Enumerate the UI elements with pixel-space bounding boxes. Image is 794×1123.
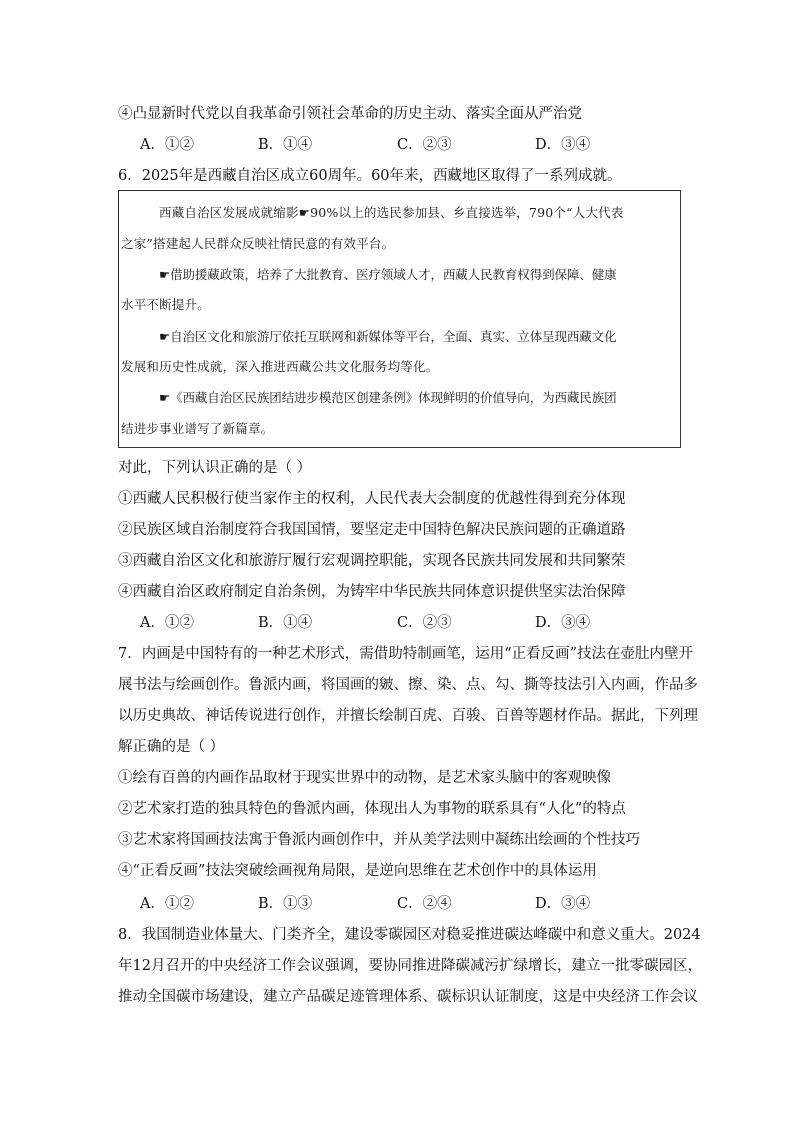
option-a[interactable]: A．①②: [140, 896, 194, 912]
statement-4-prev: ④凸显新时代党以自我革命引领社会革命的历史主动、落实全面从严治党: [118, 106, 582, 122]
q6-material-box: [118, 190, 681, 448]
option-b[interactable]: B．①③: [258, 896, 313, 912]
q6-statement-1: ①西藏人民积极行使当家作主的权利，人民代表大会制度的优越性得到充分体现: [118, 491, 626, 507]
q6-statement-3: ③西藏自治区文化和旅游厅履行宏观调控职能，实现各民族共同发展和共同繁荣: [118, 553, 626, 569]
box-line-4: 水平不断提升。: [121, 297, 210, 312]
q7-statement-2: ②艺术家打造的独具特色的鲁派内画，体现出人为事物的联系具有“人化”的特点: [118, 801, 626, 817]
option-b[interactable]: B．①④: [258, 137, 313, 153]
option-d[interactable]: D．③④: [535, 896, 591, 912]
box-line-5: ☛自治区文化和旅游厅依托互联网和新媒体等平台，全面、真实、立体呈现西藏文化: [159, 329, 617, 344]
option-d[interactable]: D．③④: [535, 615, 591, 631]
q6-question: 对此，下列认识正确的是（ ）: [118, 460, 312, 476]
option-b[interactable]: B．①④: [258, 615, 313, 631]
q8-stem-line-2: 年12月召开的中央经济工作会议强调，要协同推进降碳减污扩绿增长，建立一批零碳园区，: [118, 958, 702, 974]
q7-statement-4: ④“正看反画”技法突破绘画视角局限，是逆向思维在艺术创作中的具体运用: [118, 863, 597, 879]
box-line-2: 之家”搭建起人民群众反映社情民意的有效平台。: [121, 236, 395, 251]
option-c[interactable]: C．②③: [397, 615, 452, 631]
q7-stem-line-1: 7．内画是中国特有的一种艺术形式，需借助特制画笔，运用“正看反画”技法在壶肚内壁开: [118, 646, 694, 662]
option-c[interactable]: C．②④: [397, 896, 452, 912]
option-a[interactable]: A．①②: [140, 137, 194, 153]
q7-stem-line-4: 解正确的是（ ）: [118, 739, 225, 755]
q6-stem: 6．2025年是西藏自治区成立60周年。60年来，西藏地区取得了一系列成就。: [118, 168, 622, 184]
option-d[interactable]: D．③④: [535, 137, 591, 153]
q8-stem-line-1: 8．我国制造业体量大、门类齐全，建设零碳园区对稳妥推进碳达峰碳中和意义重大。2024: [118, 927, 701, 943]
box-line-3: ☛借助援藏政策，培养了大批教育、医疗领域人才，西藏人民教育权得到保障、健康: [159, 267, 617, 282]
q7-stem-line-2: 展书法与绘画创作。鲁派内画，将国画的皴、擦、染、点、勾、撕等技法引入内画，作品多: [118, 677, 698, 693]
box-line-6: 发展和历史性成就，深入推进西藏公共文化服务均等化。: [121, 359, 439, 374]
q8-stem-line-3: 推动全国碳市场建设，建立产品碳足迹管理体系、碳标识认证制度，这是中央经济工作会议: [118, 989, 698, 1005]
q7-stem-line-3: 以历史典故、神话传说进行创作，并擅长绘制百虎、百骏、百兽等题材作品。据此，下列理: [118, 708, 698, 724]
q6-statement-2: ②民族区域自治制度符合我国国情，要坚定走中国特色解决民族问题的正确道路: [118, 522, 626, 538]
box-line-7: ☛《西藏自治区民族团结进步模范区创建条例》体现鲜明的价值导向，为西藏民族团: [159, 390, 617, 405]
box-line-8: 结进步事业谱写了新篇章。: [121, 421, 274, 436]
q7-statement-1: ①绘有百兽的内画作品取材于现实世界中的动物，是艺术家头脑中的客观映像: [118, 770, 611, 786]
option-a[interactable]: A．①②: [140, 615, 194, 631]
q7-statement-3: ③艺术家将国画技法寓于鲁派内画创作中，并从美学法则中凝练出绘画的个性技巧: [118, 832, 640, 848]
q6-statement-4: ④西藏自治区政府制定自治条例，为铸牢中华民族共同体意识提供坚实法治保障: [118, 584, 626, 600]
box-line-1: 西藏自治区发展成就缩影☛90%以上的选民参加县、乡直接选举，790个“人大代表: [159, 205, 624, 220]
option-c[interactable]: C．②③: [397, 137, 452, 153]
